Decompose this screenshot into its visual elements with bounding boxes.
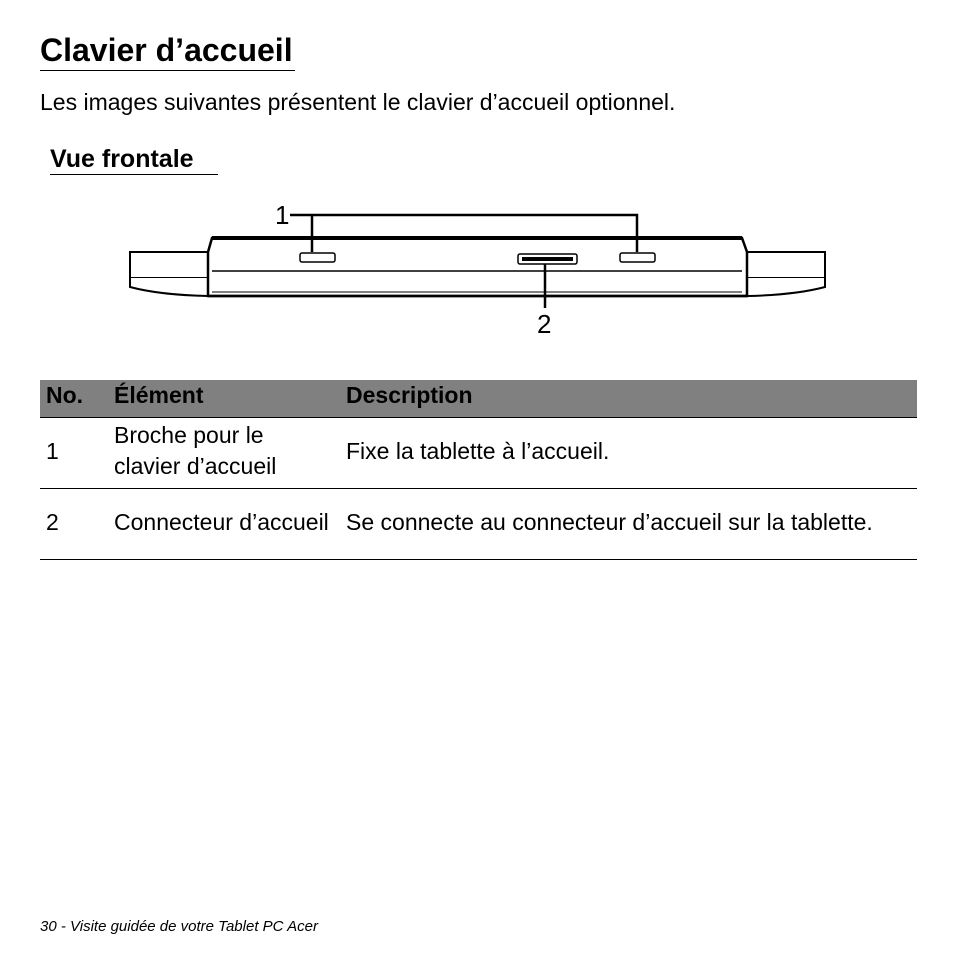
section-title: Vue frontale <box>50 144 218 175</box>
row-description: Fixe la tablette à l’accueil. <box>340 418 917 489</box>
header-element: Élément <box>108 380 340 418</box>
row-description: Se connecte au connecteur d’accueil sur la tablette. <box>340 489 917 560</box>
dock-connector <box>518 254 577 264</box>
right-hinge <box>747 252 825 296</box>
dock-front-view-diagram <box>0 195 954 345</box>
callout-label-2: 2 <box>537 309 552 339</box>
table-row <box>40 489 917 560</box>
docking-pin-right <box>620 253 655 262</box>
components-table <box>40 380 917 560</box>
row-element: Connecteur d’accueil <box>108 489 340 560</box>
page-footer: 30 - Visite guidée de votre Tablet PC Acer <box>40 918 318 935</box>
dock-front-view-figure <box>0 195 954 345</box>
dock-body <box>208 238 747 296</box>
table-header-row <box>40 380 917 418</box>
page-title: Clavier d’accueil <box>40 30 295 71</box>
row-element: Broche pour le clavier d’accueil <box>108 418 340 489</box>
docking-pin-left <box>300 253 335 262</box>
header-no: No. <box>40 380 108 418</box>
row-no: 1 <box>40 418 108 489</box>
left-hinge <box>130 252 208 296</box>
row-no: 2 <box>40 489 108 560</box>
intro-text: Les images suivantes présentent le clavier d’accueil optionnel. <box>40 89 676 115</box>
header-description: Description <box>340 380 917 418</box>
callout-label-1: 1 <box>275 200 290 230</box>
table-row <box>40 418 917 489</box>
